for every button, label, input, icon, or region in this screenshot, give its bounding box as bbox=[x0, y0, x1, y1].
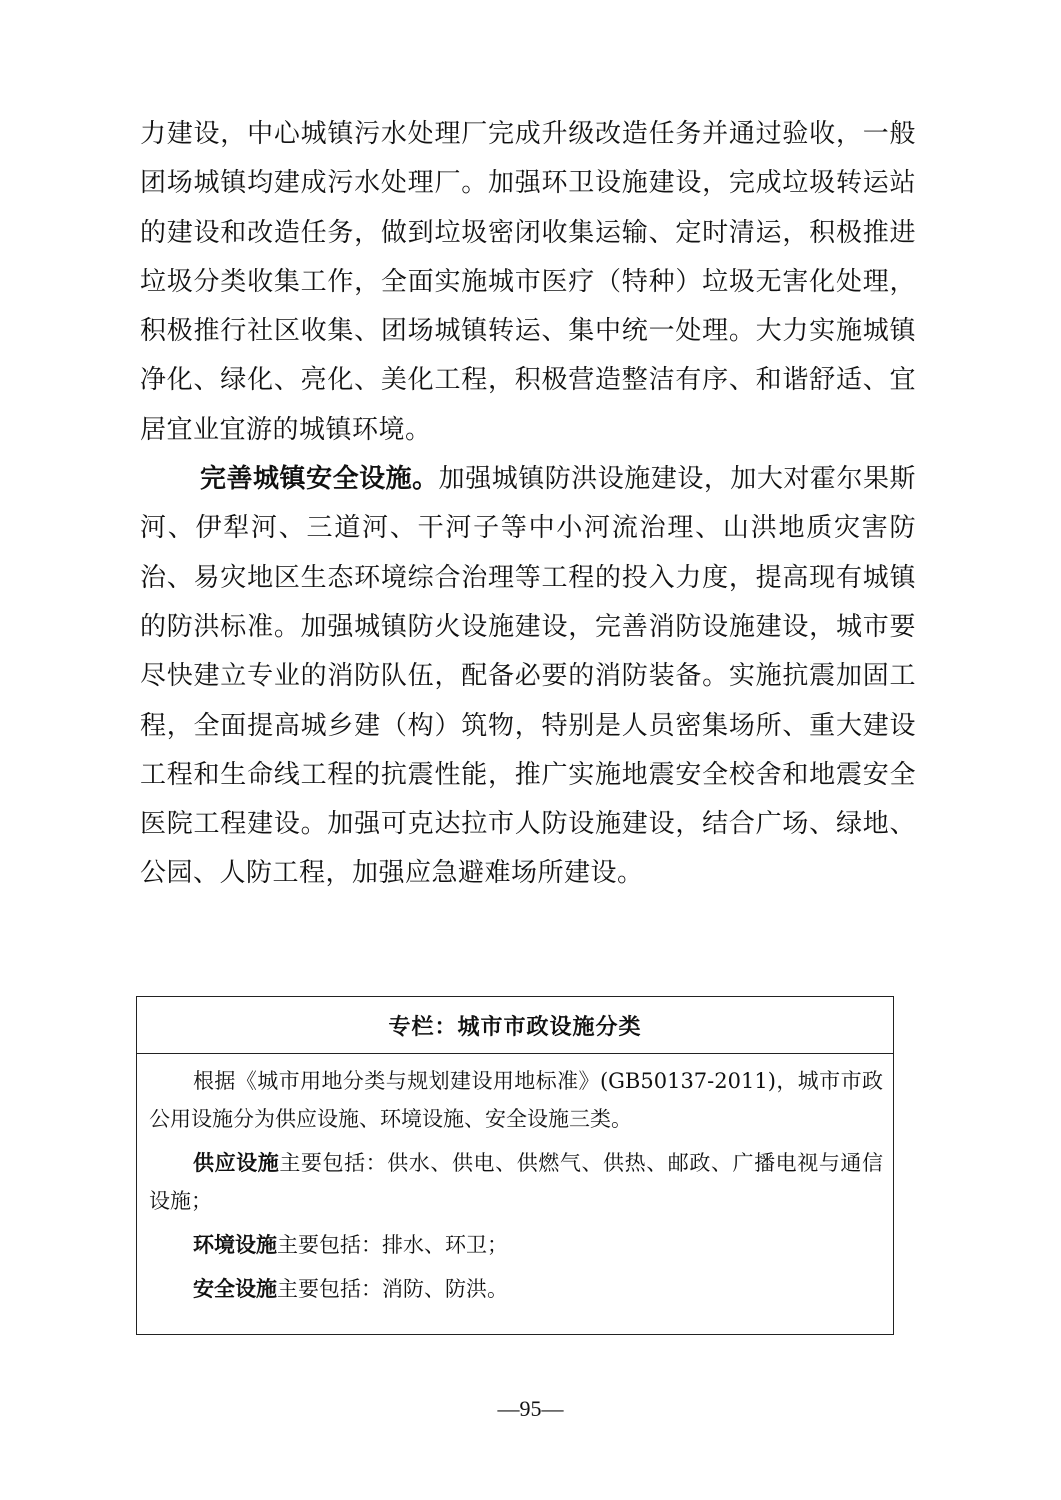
sidebox-item-safety bbox=[149, 1270, 883, 1308]
sidebox-column bbox=[136, 996, 894, 1335]
sidebox-item-text: 主要包括：消防、防洪。 bbox=[277, 1277, 508, 1301]
paragraph-continued bbox=[140, 110, 916, 455]
sidebox-item-supply bbox=[149, 1144, 883, 1220]
sidebox-item-text: 主要包括：排水、环卫； bbox=[277, 1233, 508, 1257]
sidebox-item-term: 供应设施 bbox=[193, 1151, 280, 1175]
paragraph-text: 力建设，中心城镇污水处理厂完成升级改造任务并通过验收，一般团场城镇均建成污水处理厂。加强环卫设施建设，完成垃圾转运站的建设和改造任务，做到垃圾密闭收集运输、定时清运，积极推进垃圾分类收集工作，全面实施城市医疗（特种）垃圾无害化处理，积极推行社区收集、团场城镇转运、集中统一处理。大力实施城镇净化、绿化、亮化、美化工程，积极营造整洁有序、和谐舒适、宜居宜业宜游的城镇环境。 bbox=[140, 119, 916, 445]
body-text bbox=[140, 110, 916, 899]
sidebox-item-environment bbox=[149, 1226, 883, 1264]
paragraph-text: 加强城镇防洪设施建设，加大对霍尔果斯河、伊犁河、三道河、干河子等中小河流治理、山洪地质灾害防治、易灾地区生态环境综合治理等工程的投入力度，提高现有城镇的防洪标准。加强城镇防火设施建设，完善消防设施建设，城市要尽快建立专业的消防队伍，配备必要的消防装备。实施抗震加固工程，全面提高城乡建（构）筑物，特别是人员密集场所、重大建设工程和生命线工程的抗震性能，推广实施地震安全校舍和地震安全医院工程建设。加强可克达拉市人防设施建设，结合广场、绿地、公园、人防工程，加强应急避难场所建设。 bbox=[140, 464, 916, 889]
sidebox-body bbox=[137, 1054, 893, 1308]
sidebox-intro: 根据《城市用地分类与规划建设用地标准》(GB50137-2011)，城市市政公用设施分为供应设施、环境设施、安全设施三类。 bbox=[149, 1069, 883, 1131]
sidebox-title: 专栏：城市市政设施分类 bbox=[137, 997, 893, 1054]
paragraph-lead: 完善城镇安全设施。 bbox=[200, 464, 439, 495]
sidebox-item-text: 主要包括：供水、供电、供燃气、供热、邮政、广播电视与通信设施； bbox=[149, 1151, 884, 1213]
page-number: —95— bbox=[497, 1396, 564, 1421]
sidebox-item-term: 安全设施 bbox=[193, 1277, 277, 1301]
sidebox-item-term: 环境设施 bbox=[193, 1233, 277, 1257]
paragraph-safety-facilities bbox=[140, 455, 916, 899]
